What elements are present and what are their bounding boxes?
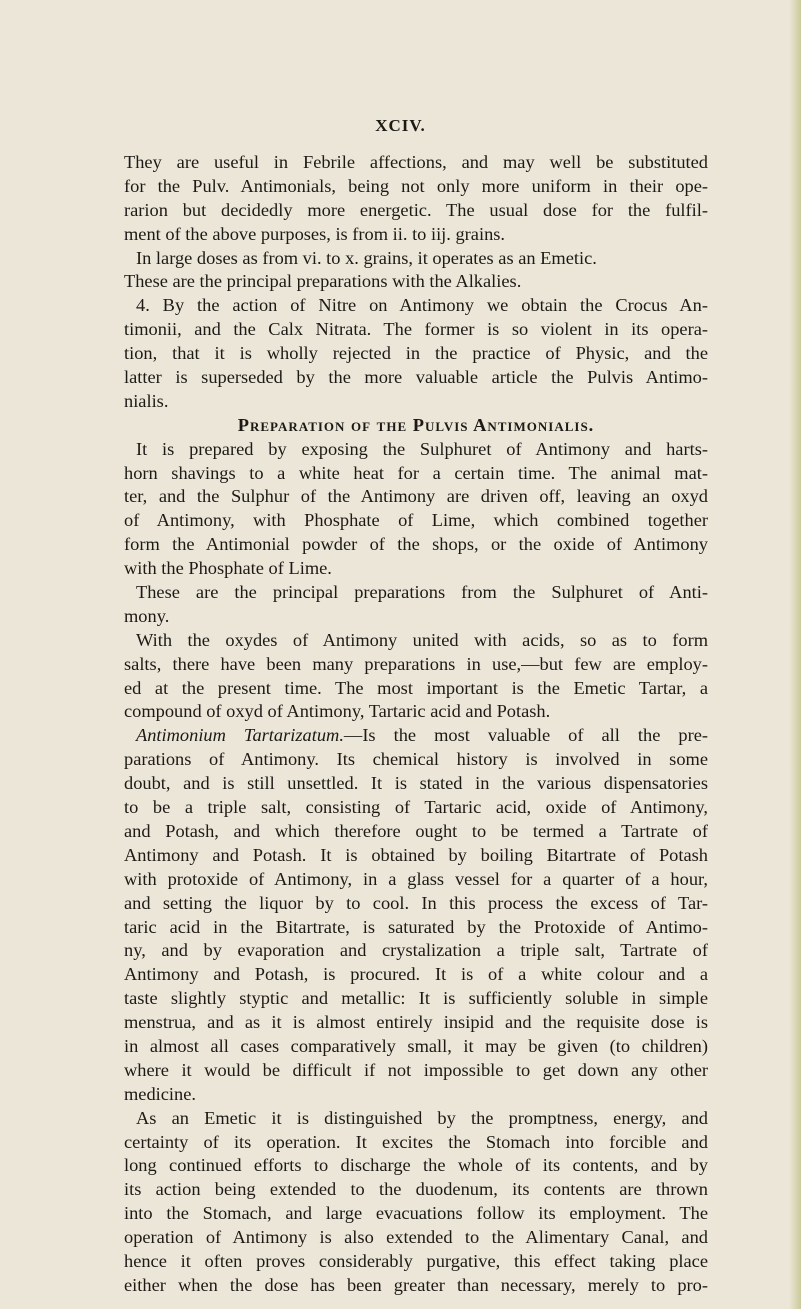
text-line: With the oxydes of Antimony united with acids, so as to form <box>136 629 708 650</box>
text-line: taste slightly styptic and metallic: It is sufficiently soluble in simple <box>124 988 708 1009</box>
text-line: 4. By the action of Nitre on Antimony we obtain the Crocus An- <box>136 295 708 316</box>
text-line: Antimony and Potash. It is obtained by boiling Bitartrate of Potash <box>124 844 708 865</box>
text-line: horn shavings to a white heat for a certain time. The animal mat- <box>124 462 708 483</box>
text-line: of Antimony, with Phosphate of Lime, which combined together <box>124 510 708 531</box>
text-line: parations of Antimony. Its chemical history is involved in some <box>124 749 708 770</box>
text-line: either when the dose has been greater than necessary, merely to pro- <box>124 1274 708 1295</box>
text-line: latter is superseded by the more valuable article the Pulvis Antimo- <box>124 367 708 388</box>
text-line: for the Pulv. Antimonials, being not only more uniform in their ope- <box>124 175 708 196</box>
text-line: taric acid in the Bitartrate, is saturated by the Protoxide of Antimo- <box>124 916 708 937</box>
text-line: and Potash, and which therefore ought to be termed a Tartrate of <box>124 820 708 841</box>
text-line: doubt, and is still unsettled. It is stated in the various dispensatories <box>124 773 708 794</box>
text-line: ment of the above purposes, is from ii. to iij. grains. <box>124 223 506 244</box>
text-line: menstrua, and as it is almost entirely insipid and the requisite dose is <box>124 1012 708 1033</box>
text-line: certainty of its operation. It excites the Stomach into forcible and <box>124 1131 708 1152</box>
text-line <box>124 724 708 748</box>
text-line: compound of oxyd of Antimony, Tartaric acid and Potash. <box>124 701 551 722</box>
text-line: As an Emetic it is distinguished by the promptness, energy, and <box>136 1107 708 1128</box>
section-heading: Preparation of the Pulvis Antimonialis. <box>237 414 595 435</box>
text-line: ter, and the Sulphur of the Antimony are driven off, leaving an oxyd <box>124 486 708 507</box>
body-text <box>124 151 708 1298</box>
text-line: medicine. <box>124 1083 197 1104</box>
text-line: form the Antimonial powder of the shops, or the oxide of Antimony <box>124 534 708 555</box>
text-line: They are useful in Febrile affections, and may well be substituted <box>124 152 708 172</box>
text-line: ed at the present time. The most important is the Emetic Tartar, a <box>124 677 708 698</box>
text-line: long continued efforts to discharge the whole of its contents, and by <box>124 1155 708 1176</box>
page-number: XCIV. <box>375 116 426 135</box>
text-line: and setting the liquor by to cool. In this process the excess of Tar- <box>124 892 708 913</box>
text-line: its action being extended to the duodenum, its contents are thrown <box>124 1179 708 1200</box>
text-line: salts, there have been many preparations in use,—but few are employ- <box>124 653 708 674</box>
text-line: nialis. <box>124 390 169 411</box>
text-line: Antimony and Potash, is procured. It is of a white colour and a <box>124 964 708 985</box>
text-line: It is prepared by exposing the Sulphuret of Antimony and harts- <box>136 438 708 459</box>
italic-term: Antimonium Tartarizatum. <box>136 725 344 746</box>
text-line: tion, that it is wholly rejected in the practice of Physic, and the <box>124 343 708 364</box>
text-line: operation of Antimony is also extended to the Alimentary Canal, and <box>124 1227 708 1248</box>
text-line: into the Stomach, and large evacuations follow its employment. The <box>124 1203 708 1224</box>
text-line: In large doses as from vi. to x. grains, it operates as an Emetic. <box>136 247 597 268</box>
text-line: in almost all cases comparatively small, it may be given (to children) <box>124 1035 708 1056</box>
text-line: hence it often proves considerably purgative, this effect taking place <box>124 1250 708 1271</box>
text-line: timonii, and the Calx Nitrata. The former is so violent in its opera- <box>124 319 708 340</box>
text-line: These are the principal preparations with the Alkalies. <box>124 271 522 292</box>
text-line: with the Phosphate of Lime. <box>124 558 332 579</box>
text-line: These are the principal preparations from the Sulphuret of Anti- <box>136 582 708 603</box>
page-edge-shadow <box>789 0 801 1309</box>
text-line: ny, and by evaporation and crystalization a triple salt, Tartrate of <box>124 940 708 961</box>
text-line-rest: —Is the most valuable of all the pre- <box>343 725 708 746</box>
text-line: rarion but decidedly more energetic. The usual dose for the fulfil- <box>124 199 708 220</box>
text-line: mony. <box>124 605 170 626</box>
text-line: where it would be difficult if not impossible to get down any other <box>124 1059 708 1080</box>
text-line: to be a triple salt, consisting of Tartaric acid, oxide of Antimony, <box>124 797 708 818</box>
text-line: with protoxide of Antimony, in a glass vessel for a quarter of a hour, <box>124 868 708 889</box>
